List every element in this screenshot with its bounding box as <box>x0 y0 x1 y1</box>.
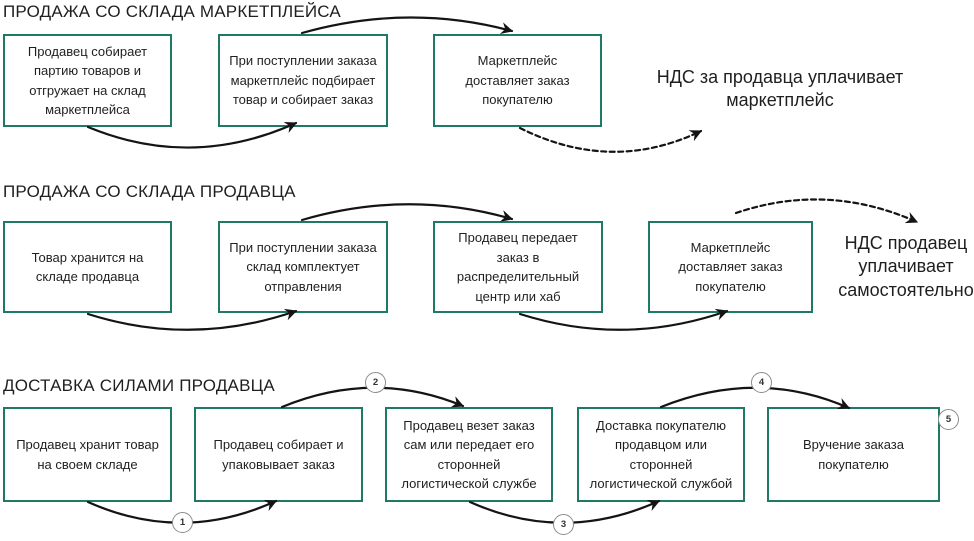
flow-box <box>577 407 745 502</box>
flow-box <box>194 407 363 502</box>
section-title-marketplace-warehouse: ПРОДАЖА СО СКЛАДА МАРКЕТПЛЕЙСА <box>3 2 341 21</box>
flow-box-text: Продавец собирает партию товаров и отгружает на склад маркетплейса <box>27 43 148 117</box>
flow-box <box>3 221 172 313</box>
flow-box-text: Доставка покупателю продавцом или сторонней логистической службой <box>589 417 733 491</box>
flow-box <box>3 407 172 502</box>
flow-box-text: Товар хранится на складе продавца <box>31 249 144 284</box>
flow-box-text: При поступлении заказа маркетплейс подбирает товар и собирает заказ <box>229 53 377 108</box>
flow-box-text: Продавец собирает и упаковывает заказ <box>213 437 344 472</box>
vat-note-marketplace: НДС за продавца уплачивает маркетплейс <box>656 67 904 111</box>
flow-box-text: Продавец передает заказ в распределительный центр или хаб <box>456 230 580 304</box>
flow-box-text: При поступлении заказа склад комплектует отправления <box>229 239 377 294</box>
arrow-r2-box3-box4 <box>520 311 727 330</box>
step-marker-1: 1 <box>172 512 193 533</box>
flow-box <box>385 407 553 502</box>
flow-box-text: Продавец везет заказ сам или передает его сторонней логистической службе <box>401 417 537 491</box>
flow-box-text: Маркетплейс доставляет заказ покупателю <box>678 239 783 294</box>
flow-box-text: Вручение заказа покупателю <box>803 437 904 472</box>
section-title-seller-delivery: ДОСТАВКА СИЛАМИ ПРОДАВЦА <box>3 376 275 395</box>
step-marker-4: 4 <box>751 372 772 393</box>
arrow-r2-box2-box3 <box>302 204 512 220</box>
flow-box <box>648 221 813 313</box>
flow-box <box>767 407 940 502</box>
flow-box <box>218 221 388 313</box>
vat-note-seller: НДС продавец уплачивает самостоятельно <box>838 233 974 300</box>
flow-box-text: Маркетплейс доставляет заказ покупателю <box>465 53 570 108</box>
flow-box <box>3 34 172 127</box>
flow-box <box>433 221 603 313</box>
arrow-r1-vat-dashed <box>520 128 701 152</box>
arrow-r2-box1-box2 <box>88 311 296 330</box>
flow-box-text: Продавец хранит товар на своем складе <box>16 437 159 472</box>
step-marker-3: 3 <box>553 514 574 535</box>
flow-box <box>433 34 602 127</box>
step-marker-5: 5 <box>938 409 959 430</box>
step-marker-2: 2 <box>365 372 386 393</box>
section-title-seller-warehouse: ПРОДАЖА СО СКЛАДА ПРОДАВЦА <box>3 182 296 201</box>
flow-box <box>218 34 388 127</box>
arrow-r2-vat-dashed <box>736 199 917 222</box>
